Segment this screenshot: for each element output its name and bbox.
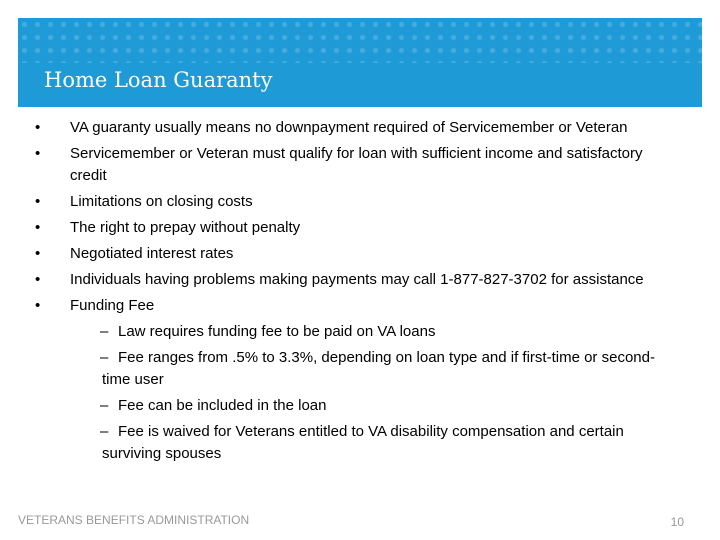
sub-bullet-item: – Fee can be included in the loan	[0, 395, 672, 417]
bullet-item: • Limitations on closing costs	[35, 193, 253, 210]
stars-pattern	[18, 18, 702, 63]
bullet-item: • The right to prepay without penalty	[35, 219, 301, 236]
sub-bullet-text: Fee ranges from .5% to 3.3%, depending on loan type and if first-time or second-time user	[102, 349, 655, 388]
slide-title: Home Loan Guaranty	[44, 68, 273, 92]
bullet-text: Individuals having problems making payments may call 1-877-827-3702 for assistance	[70, 271, 644, 288]
sub-bullet-item: – Fee is waived for Veterans entitled to VA disability compensation and certain surviving spouses	[0, 421, 672, 465]
bullet-item: • Individuals having problems making payments may call 1-877-827-3702 for assistance	[35, 271, 644, 288]
title-banner	[18, 18, 702, 107]
bullet-text: Funding Fee	[70, 297, 155, 314]
footer-organization: VETERANS BENEFITS ADMINISTRATION	[18, 513, 250, 527]
bullet-item: • VA guaranty usually means no downpayment required of Servicemember or Veteran	[35, 119, 628, 136]
sub-bullet-text: Law requires funding fee to be paid on VA loans	[118, 323, 436, 340]
page-number: 10	[670, 515, 684, 529]
bullet-text: Servicemember or Veteran must qualify for loan with sufficient income and satisfactory credit	[70, 145, 643, 184]
sub-bullet-text: Fee can be included in the loan	[118, 397, 327, 414]
sub-bullet-item: – Law requires funding fee to be paid on VA loans	[0, 321, 672, 343]
sub-bullet-item: – Fee ranges from .5% to 3.3%, depending on loan type and if first-time or second-time user	[0, 347, 672, 391]
bullet-item: • Servicemember or Veteran must qualify for loan with sufficient income and satisfactory credit	[35, 145, 643, 184]
bullet-text: VA guaranty usually means no downpayment required of Servicemember or Veteran	[70, 119, 628, 136]
bullet-list	[0, 117, 720, 469]
sub-bullet-text: Fee is waived for Veterans entitled to VA disability compensation and certain surviving spouses	[102, 423, 624, 462]
bullet-text: The right to prepay without penalty	[70, 219, 301, 236]
bullet-text: Limitations on closing costs	[70, 193, 253, 210]
bullet-item: • Funding Fee	[35, 297, 155, 314]
bullet-text: Negotiated interest rates	[70, 245, 234, 262]
bullet-item: • Negotiated interest rates	[35, 245, 234, 262]
